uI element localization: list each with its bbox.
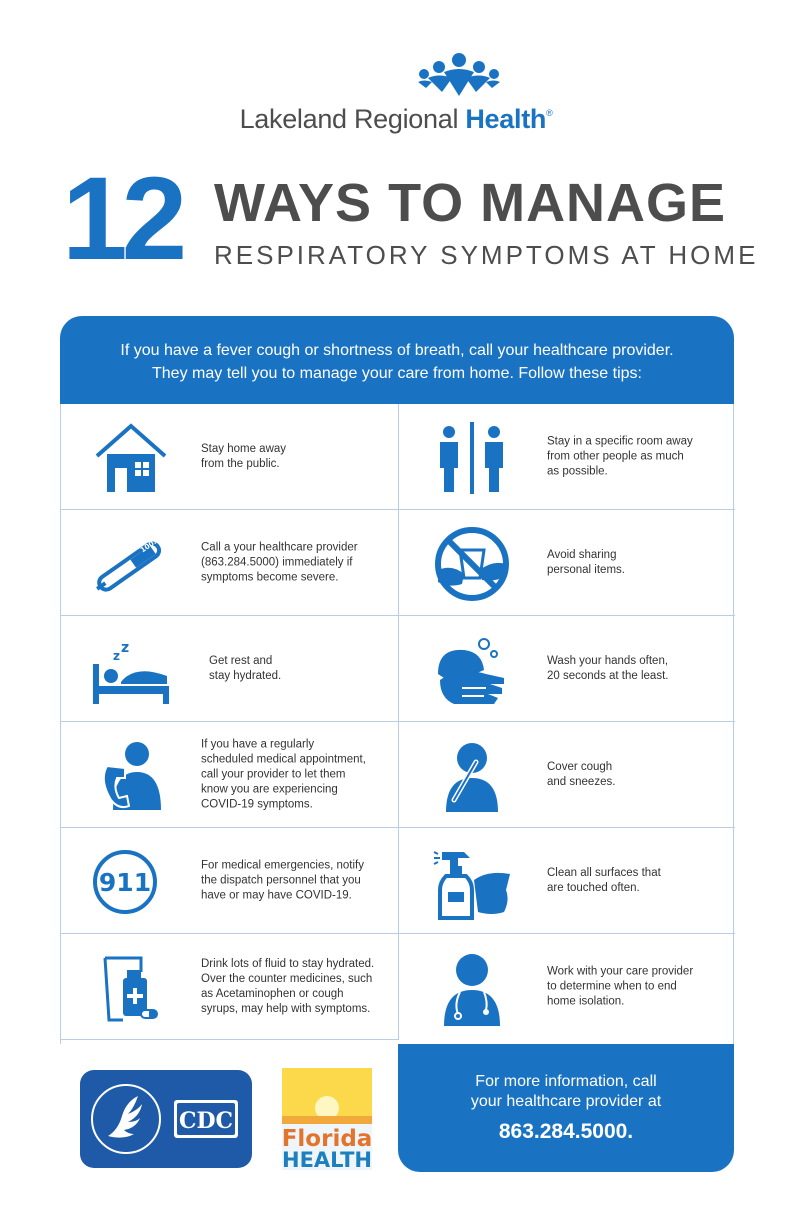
tip-line: symptoms become severe.	[201, 571, 339, 583]
doctor-icon	[432, 948, 512, 1028]
tip-line: from the public.	[201, 457, 280, 470]
tip-line: Avoid sharing	[547, 548, 617, 561]
phone-call-icon	[91, 736, 171, 816]
tip-line: Stay home away	[201, 442, 287, 455]
tip-line: personal items.	[547, 563, 625, 576]
contact-line-1: For more information, call	[475, 1073, 657, 1090]
tip-line: Wash your hands often,	[547, 654, 669, 667]
tip-no-sharing	[398, 510, 735, 616]
florida-text: Florida	[282, 1126, 372, 1152]
tip-rest	[61, 616, 398, 722]
tip-text	[201, 737, 384, 812]
tip-clean-surfaces	[398, 828, 735, 934]
tip-count: 12	[62, 153, 182, 285]
tip-line: and sneezes.	[547, 775, 616, 788]
intro-line-1: If you have a fever cough or shortness of breath, call your healthcare provider.	[120, 342, 674, 359]
tip-text	[201, 858, 384, 903]
tip-line: stay hydrated.	[209, 669, 282, 682]
tip-line: have or may have COVID-19.	[201, 889, 352, 901]
tip-line: Clean all surfaces that	[547, 866, 661, 879]
medicine-icon	[91, 948, 171, 1028]
tip-cover-cough	[398, 722, 735, 828]
thermometer-icon	[91, 524, 171, 604]
tip-line: the dispatch personnel that you	[201, 874, 361, 886]
intro-banner	[60, 316, 734, 404]
tip-line: know you are experiencing	[201, 783, 338, 795]
tip-line: from other people as much	[547, 450, 684, 462]
tip-end-isolation	[398, 934, 735, 1040]
emergency-911-icon	[91, 842, 171, 922]
tip-wash-hands	[398, 616, 735, 722]
brand-name-bold: Health	[465, 104, 547, 134]
tip-fluids-medicine	[61, 934, 398, 1040]
page-title: WAYS TO MANAGE	[214, 173, 727, 233]
tip-line: COVID-19 symptoms.	[201, 798, 313, 810]
page-subtitle: RESPIRATORY SYMPTOMS AT HOME	[214, 240, 759, 270]
tip-appointments	[61, 722, 398, 828]
tip-text	[547, 548, 721, 578]
tip-text	[547, 866, 721, 896]
tip-separate-room	[398, 404, 735, 510]
cover-cough-icon	[432, 736, 512, 816]
house-icon	[91, 418, 171, 498]
svg-text:z: z	[121, 640, 130, 656]
cdc-text: CDC	[178, 1108, 234, 1134]
tip-text	[201, 442, 384, 472]
tip-text	[201, 957, 384, 1017]
tip-text	[209, 654, 384, 684]
tip-text	[547, 760, 721, 790]
tip-line: Cover cough	[547, 760, 613, 773]
tip-text	[547, 654, 721, 684]
tip-call-provider	[61, 510, 398, 616]
bed-icon	[91, 630, 171, 710]
registered-mark: ®	[546, 108, 553, 118]
tip-line: Over the counter medicines, such	[201, 972, 373, 985]
contact-line-2: your healthcare provider at	[470, 1093, 662, 1110]
separated-people-icon	[432, 418, 512, 498]
tip-line: scheduled medical appointment,	[201, 753, 366, 765]
thermometer-reading: 100.5	[139, 535, 162, 555]
tip-line: Get rest and	[209, 654, 273, 667]
florida-sun-icon	[282, 1068, 372, 1170]
svg-text:z: z	[113, 649, 120, 663]
tip-line: Drink lots of fluid to stay hydrated.	[201, 957, 375, 970]
hhs-cdc-logo	[80, 1070, 252, 1168]
brand-name	[0, 104, 792, 135]
hand-washing-icon	[432, 630, 512, 710]
florida-health-logo	[282, 1068, 372, 1170]
contact-info-panel	[398, 1044, 734, 1172]
no-sharing-icon	[432, 524, 512, 604]
contact-phone[interactable]: 863.284.5000.	[498, 1120, 634, 1143]
tip-line: call your provider to let them	[201, 768, 346, 780]
tip-line: Call a your healthcare provider	[201, 541, 358, 553]
tip-line: If you have a regularly	[201, 738, 315, 750]
tip-line: Stay in a specific room away	[547, 435, 693, 447]
tip-line: Work with your care provider	[547, 965, 694, 978]
tip-line: syrups, may help with symptoms.	[201, 1002, 371, 1015]
logo-people-icon	[418, 52, 500, 102]
tip-line: to determine when to end	[547, 980, 677, 993]
tip-stay-home	[61, 404, 398, 510]
tips-grid	[60, 404, 734, 1044]
tip-text	[547, 434, 721, 479]
tip-line: (863.284.5000) immediately if	[201, 556, 353, 568]
tip-line: as possible.	[547, 465, 608, 477]
tip-emergencies	[61, 828, 398, 934]
intro-line-2: They may tell you to manage your care from home. Follow these tips:	[152, 365, 642, 382]
tip-line: For medical emergencies, notify	[201, 859, 364, 871]
brand-name-light: Lakeland Regional	[239, 104, 466, 134]
hhs-eagle-icon	[80, 1070, 252, 1168]
brand-logo	[0, 52, 792, 142]
tip-text	[547, 965, 721, 1010]
tip-line: home isolation.	[547, 995, 625, 1008]
spray-bottle-icon	[432, 842, 512, 922]
tip-text	[201, 540, 384, 585]
badge-911-text: 911	[98, 868, 152, 897]
health-text: HEALTH	[282, 1148, 372, 1170]
tip-line: are touched often.	[547, 881, 640, 894]
tip-line: as Acetaminophen or cough	[201, 987, 344, 1000]
tip-line: 20 seconds at the least.	[547, 669, 669, 682]
